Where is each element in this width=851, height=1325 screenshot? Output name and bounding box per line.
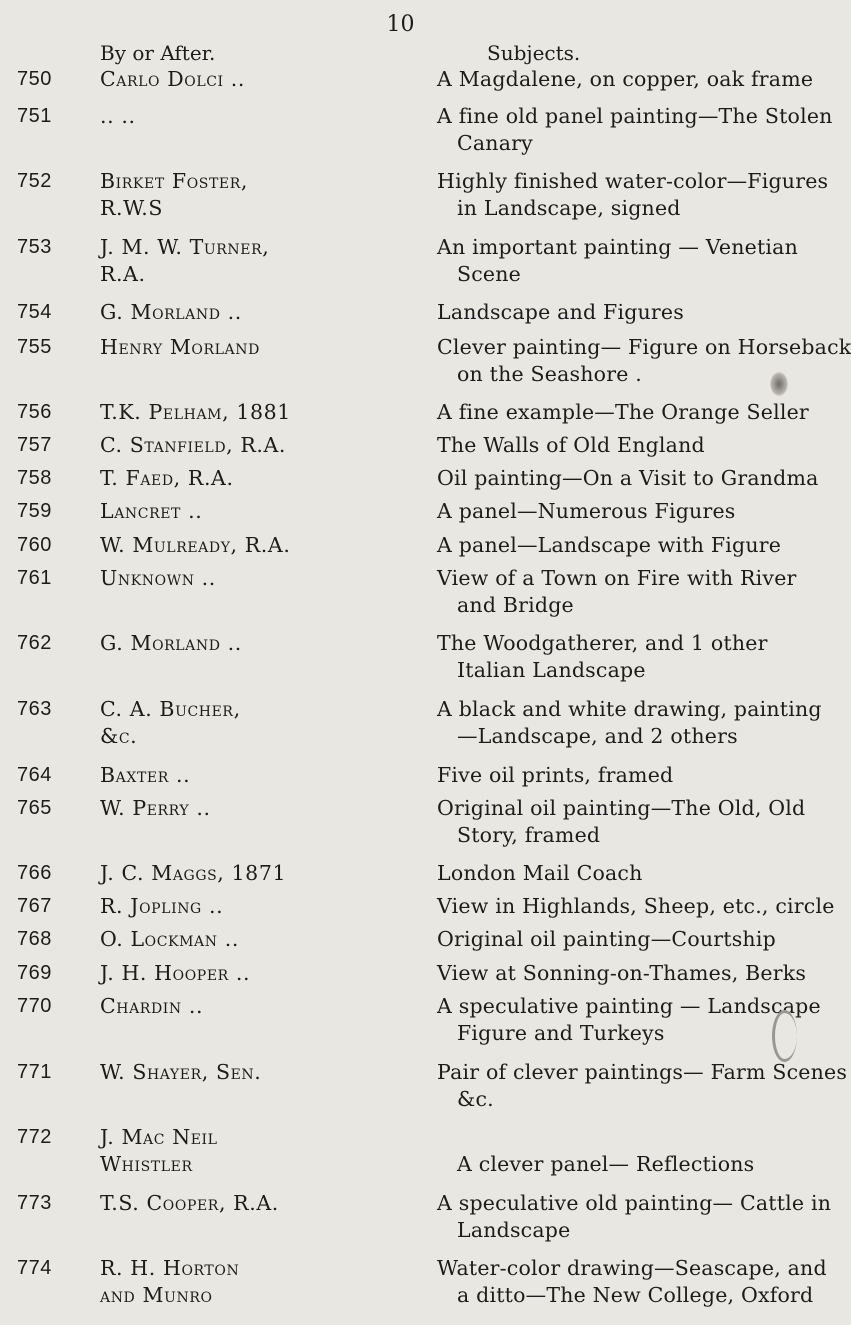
artist-line: W. Perry .. [100, 796, 211, 820]
lot-number: 757 [17, 434, 52, 456]
lot-subject [437, 960, 807, 987]
lot-subject [437, 993, 821, 1047]
lot-subject [437, 432, 782, 459]
lot-artist [100, 960, 410, 987]
subject-line: A clever panel— Reflections [457, 1152, 755, 1176]
lot-subject [437, 399, 809, 426]
artist-line: .. .. [100, 104, 136, 128]
lot-artist [100, 762, 410, 789]
lot-row [0, 103, 833, 173]
subject-line: A panel—Landscape with Figure [437, 533, 782, 557]
subject-line: Highly finished water-color—Figures [437, 169, 829, 193]
subject-line: A speculative old painting— Cattle in [437, 1191, 832, 1215]
lot-artist [100, 893, 410, 920]
subject-column-header: Subjects. [487, 41, 581, 65]
artist-line: J. C. Maggs, 1871 [100, 861, 287, 885]
artist-line: O. Lockman .. [100, 927, 239, 951]
lot-row [0, 1255, 827, 1325]
lot-subject [437, 696, 822, 750]
artist-line: W. Shayer, Sen. [100, 1060, 262, 1084]
artist-line: R.W.S [100, 196, 163, 220]
artist-line: Henry Morland [100, 335, 260, 359]
lot-number: 761 [17, 567, 52, 589]
lot-number: 772 [17, 1126, 52, 1148]
lot-artist [100, 299, 410, 326]
subject-line: Canary [457, 131, 533, 155]
lot-number: 763 [17, 698, 52, 720]
subject-line [437, 1124, 782, 1151]
lot-number: 771 [17, 1061, 52, 1083]
lot-artist [100, 532, 410, 559]
lot-number: 759 [17, 500, 52, 522]
subject-line: Figure and Turkeys [457, 1021, 665, 1045]
lot-subject [437, 926, 782, 953]
lot-row [0, 993, 821, 1063]
lot-row [0, 795, 806, 865]
lot-subject [437, 1059, 848, 1113]
lot-subject [437, 498, 782, 525]
subject-line: Landscape and Figures [437, 300, 684, 324]
lot-artist [100, 565, 410, 592]
artist-line: G. Morland .. [100, 300, 242, 324]
subject-line: on the Seashore . [457, 362, 642, 386]
subject-line: Italian Landscape [457, 658, 646, 682]
lot-number: 755 [17, 336, 52, 358]
lot-row [0, 565, 801, 635]
lot-subject [437, 565, 797, 619]
lot-subject [437, 168, 829, 222]
lot-subject [437, 1190, 832, 1244]
subject-line: Scene [457, 262, 521, 286]
lot-subject [437, 532, 782, 559]
lot-artist [100, 399, 410, 426]
lot-artist [100, 103, 410, 130]
lot-artist [100, 234, 410, 288]
lot-subject [437, 66, 814, 93]
lot-subject [437, 103, 833, 157]
subject-line: A fine old panel painting—The Stolen [437, 104, 833, 128]
lot-subject [437, 465, 819, 492]
lot-number: 756 [17, 401, 52, 423]
subject-line: Water-color drawing—Seascape, and [437, 1256, 827, 1280]
lot-number: 753 [17, 236, 52, 258]
lot-subject [437, 1124, 782, 1178]
artist-line: J. H. Hooper .. [100, 961, 251, 985]
subject-line: View of a Town on Fire with River [437, 566, 797, 590]
lot-number: 760 [17, 534, 52, 556]
lot-subject [437, 795, 806, 849]
subject-line: The Woodgatherer, and 1 other [437, 631, 768, 655]
lot-artist [100, 630, 410, 657]
lot-number: 767 [17, 895, 52, 917]
lot-number: 758 [17, 467, 52, 489]
lot-row [0, 1124, 801, 1194]
lot-artist [100, 860, 410, 887]
subject-line: London Mail Coach [437, 861, 643, 885]
artist-line: R. H. Horton [100, 1256, 240, 1280]
artist-line: R.A. [100, 262, 146, 286]
artist-line: Birket Foster, [100, 169, 248, 193]
lot-subject [437, 334, 851, 388]
lot-number: 764 [17, 764, 52, 786]
lot-row [0, 630, 801, 700]
lot-artist [100, 168, 410, 222]
page-number: 10 [386, 12, 415, 37]
lot-artist [100, 498, 410, 525]
artist-line: J. M. W. Turner, [100, 235, 270, 259]
subject-line: A Magdalene, on copper, oak frame [437, 67, 814, 91]
lot-number: 774 [17, 1257, 52, 1279]
subject-line: Original oil painting—Courtship [437, 927, 776, 951]
lot-number: 768 [17, 928, 52, 950]
artist-line: Lancret .. [100, 499, 203, 523]
subject-line: Clever painting— Figure on Horseback [437, 335, 851, 359]
lot-number: 762 [17, 632, 52, 654]
lot-subject [437, 630, 782, 684]
lot-artist [100, 465, 410, 492]
artist-line: C. Stanfield, R.A. [100, 433, 287, 457]
subject-line: View in Highlands, Sheep, etc., circle [437, 894, 835, 918]
lot-artist [100, 66, 410, 93]
lot-number: 769 [17, 962, 52, 984]
artist-column-header: By or After. [100, 41, 216, 65]
subject-line: a ditto—The New College, Oxford [457, 1283, 814, 1307]
subject-line: Oil painting—On a Visit to Grandma [437, 466, 819, 490]
lot-artist [100, 432, 410, 459]
lot-artist [100, 795, 410, 822]
lot-artist [100, 993, 410, 1020]
artist-line: Baxter .. [100, 763, 191, 787]
subject-line: Landscape [457, 1218, 571, 1242]
subject-line: A fine example—The Orange Seller [437, 400, 809, 424]
subject-line: —Landscape, and 2 others [457, 724, 738, 748]
lot-artist [100, 1255, 410, 1309]
lot-number: 770 [17, 995, 52, 1017]
lot-artist [100, 696, 410, 750]
lot-subject [437, 234, 798, 288]
subject-line: A black and white drawing, painting [437, 697, 822, 721]
lot-row [0, 234, 801, 304]
subject-line: View at Sonning-on-Thames, Berks [437, 961, 807, 985]
stain-mark [770, 372, 788, 396]
lot-subject [437, 893, 835, 920]
artist-line: W. Mulready, R.A. [100, 533, 291, 557]
artist-line: T. Faed, R.A. [100, 466, 234, 490]
subject-line: &c. [457, 1087, 494, 1111]
lot-artist [100, 1124, 410, 1178]
lot-row [0, 1059, 848, 1129]
subject-line: A speculative painting — Landscape [437, 994, 821, 1018]
artist-line: T.S. Cooper, R.A. [100, 1191, 279, 1215]
subject-line: in Landscape, signed [457, 196, 681, 220]
lot-number: 754 [17, 301, 52, 323]
subject-line: Pair of clever paintings— Farm Scenes [437, 1060, 848, 1084]
lot-subject [437, 1255, 827, 1309]
artist-line: and Munro [100, 1283, 213, 1307]
lot-number: 765 [17, 797, 52, 819]
lot-number: 766 [17, 862, 52, 884]
artist-line: C. A. Bucher, [100, 697, 241, 721]
artist-line: &c. [100, 724, 138, 748]
lot-subject [437, 762, 782, 789]
lot-subject [437, 299, 782, 326]
lot-number: 751 [17, 105, 52, 127]
lot-row [0, 696, 822, 766]
lot-row [0, 168, 829, 238]
lot-number: 752 [17, 170, 52, 192]
lot-artist [100, 1059, 410, 1086]
subject-line: Original oil painting—The Old, Old [437, 796, 806, 820]
lot-subject [437, 860, 782, 887]
subject-line: and Bridge [457, 593, 574, 617]
lot-row [0, 1190, 832, 1260]
subject-line: Five oil prints, framed [437, 763, 674, 787]
lot-artist [100, 334, 410, 361]
lot-artist [100, 1190, 410, 1217]
artist-line: Whistler [100, 1152, 193, 1176]
artist-line: Chardin .. [100, 994, 204, 1018]
stain-mark [772, 1010, 797, 1062]
subject-line: Story, framed [457, 823, 601, 847]
artist-line: Carlo Dolci .. [100, 67, 246, 91]
artist-line: G. Morland .. [100, 631, 242, 655]
artist-line: T.K. Pelham, 1881 [100, 400, 291, 424]
subject-line: The Walls of Old England [437, 433, 705, 457]
lot-row [0, 334, 851, 404]
artist-line: R. Jopling .. [100, 894, 224, 918]
subject-line: A panel—Numerous Figures [437, 499, 736, 523]
lot-number: 773 [17, 1192, 52, 1214]
artist-line: J. Mac Neil [100, 1125, 218, 1149]
subject-line: An important painting — Venetian [437, 235, 798, 259]
lot-artist [100, 926, 410, 953]
artist-line: Unknown .. [100, 566, 216, 590]
lot-number: 750 [17, 68, 52, 90]
